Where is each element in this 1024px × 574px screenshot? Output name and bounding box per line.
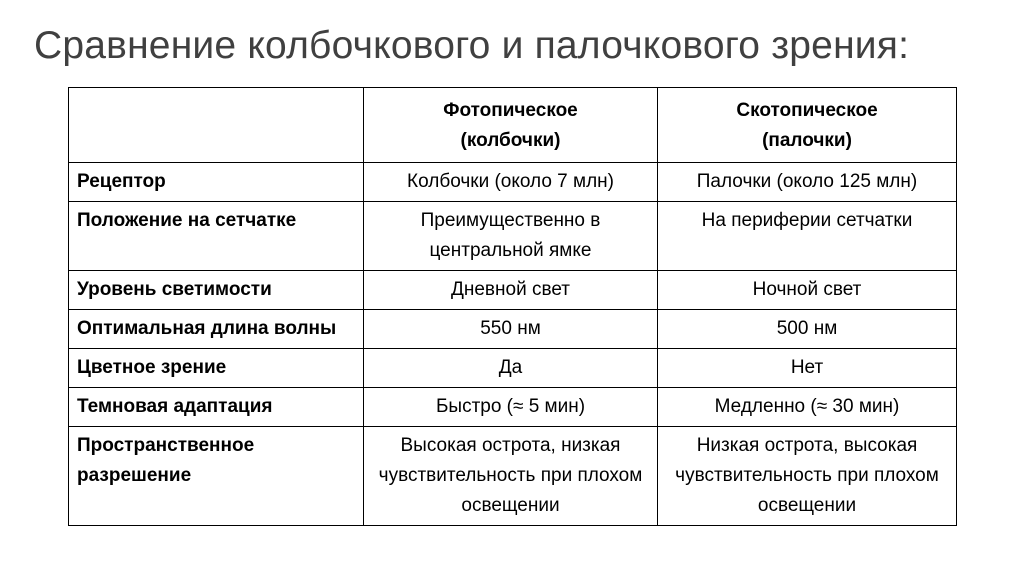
header-scotopic [658,88,957,163]
table-row [69,163,957,202]
scotopic-cell: Палочки (около 125 млн) [658,163,957,202]
row-label: Темновая адаптация [69,388,364,427]
photopic-cell: Преимущественно в центральной ямке [364,202,658,271]
photopic-cell: Быстро (≈ 5 мин) [364,388,658,427]
scotopic-cell: Медленно (≈ 30 мин) [658,388,957,427]
table-row [69,310,957,349]
table-row [69,388,957,427]
page-title: Сравнение колбочкового и палочкового зрения: [34,24,910,67]
comparison-table [68,87,957,526]
row-label: Пространственное разрешение [69,427,364,526]
header-photopic [364,88,658,163]
scotopic-cell: Низкая острота, высокая чувствительность при плохом освещении [658,427,957,526]
scotopic-cell: На периферии сетчатки [658,202,957,271]
header-photopic-subtitle: (колбочки) [460,130,561,151]
photopic-cell: Да [364,349,658,388]
header-corner-cell [69,88,364,163]
photopic-cell: Дневной свет [364,271,658,310]
table-row [69,349,957,388]
photopic-cell: 550 нм [364,310,658,349]
row-label: Оптимальная длина волны [69,310,364,349]
photopic-cell: Колбочки (около 7 млн) [364,163,658,202]
photopic-cell: Высокая острота, низкая чувствительность при плохом освещении [364,427,658,526]
scotopic-cell: Нет [658,349,957,388]
row-label: Рецептор [69,163,364,202]
scotopic-cell: Ночной свет [658,271,957,310]
header-photopic-title: Фотопическое [443,100,578,121]
scotopic-cell: 500 нм [658,310,957,349]
table-row [69,202,957,271]
row-label: Положение на сетчатке [69,202,364,271]
row-label: Цветное зрение [69,349,364,388]
header-scotopic-subtitle: (палочки) [762,130,852,151]
row-label: Уровень светимости [69,271,364,310]
table-row [69,427,957,526]
table-row [69,271,957,310]
header-scotopic-title: Скотопическое [736,100,878,121]
table-header-row [69,88,957,163]
